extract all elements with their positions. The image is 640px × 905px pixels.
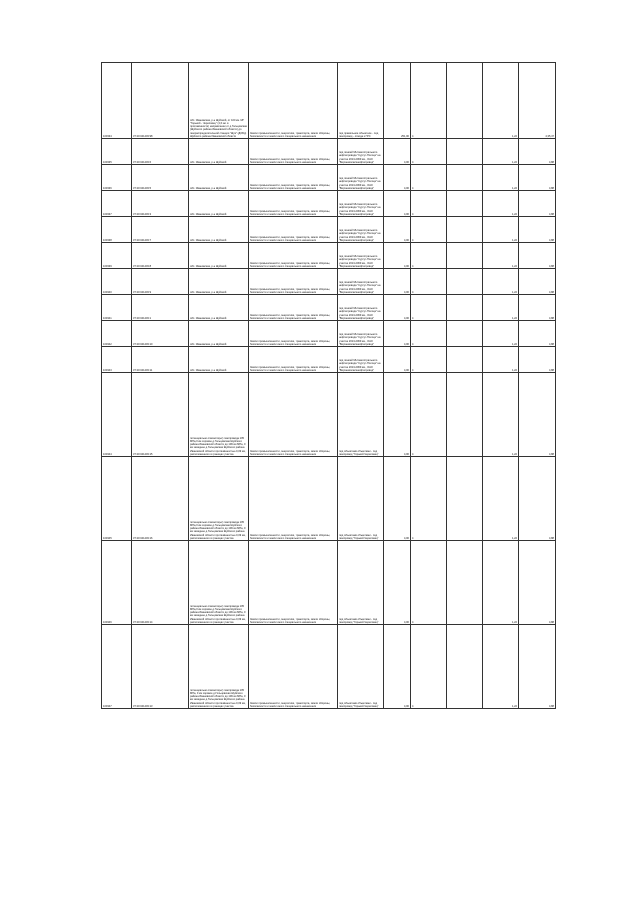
cell-address: обл. Ивановская, р-н Шуйский [189,217,249,243]
table-row [102,295,556,321]
cell-permitted-use: под линией МН магистрального нефтепровода "Сургут-Полоцк" на участке 2013-2069 км., ОАО "Верхневолжскнефтепровод" [338,217,384,243]
cell-area: 4,00 [384,457,411,541]
cell-col8: 1,22 [483,139,519,165]
cell-col9: 4,88 [519,373,556,457]
cell-address: обл. Ивановская, р-н Шуйский [189,295,249,321]
cell-col6: 4 [411,541,447,625]
cell-id: 100347 [102,625,132,709]
cell-cadastral-number: 37:20:041403:8 [132,243,189,269]
cell-col9: 4,88 [519,191,556,217]
cell-permitted-use: под объектами объектами - под газопровод "Горький-Череповец" [338,541,384,625]
cell-col8: 1,22 [483,373,519,457]
table-row [102,139,556,165]
cell-cadastral-number: 37:20:041403:16 [132,457,189,541]
cell-col6: 4 [411,139,447,165]
cell-id: 100338 [102,217,132,243]
cell-col8: 1,22 [483,457,519,541]
cell-address: обл. Ивановская, р-н Шуйский [189,191,249,217]
cell-col8: 1,22 [483,191,519,217]
cell-area: 4,00 [384,625,411,709]
table-row [102,191,556,217]
cell-cadastral-number: 37:20:041403:15 [132,373,189,457]
table-row [102,457,556,541]
cell-id: 100337 [102,191,132,217]
cell-area: 4,00 [384,373,411,457]
cell-col9: 4,88 [519,321,556,347]
cell-permitted-use: под линией МН магистрального нефтепровода "Сургут-Полоцк" на участке 2013-2069 км., ОАО "Верхневолжскнефтепровод" [338,139,384,165]
cell-land-category: Земли промышленности, энергетики, транспорта, земли обороны, безопасности и земли иного специального назначения [249,191,338,217]
cell-col6: 4 [411,373,447,457]
cell-col8: 1,22 [483,269,519,295]
cell-col7 [447,373,483,457]
cell-area: 4,00 [384,165,411,191]
cell-land-category: Земли промышленности, энергетики, транспорта, земли обороны, безопасности и земли иного специального назначения [249,165,338,191]
table-row [102,625,556,709]
cell-col9: 4,88 [519,269,556,295]
cell-col9: 4,88 [519,625,556,709]
cell-col8: 1,22 [483,243,519,269]
cell-id: 100343 [102,347,132,373]
table-row [102,373,556,457]
cell-col8: 1,22 [483,295,519,321]
table-row [102,269,556,295]
cell-id: 100336 [102,165,132,191]
cell-cadastral-number: 37:20:041403:5 [132,165,189,191]
cell-address: обл. Ивановская, р-н Шуйский [189,243,249,269]
cell-col7 [447,457,483,541]
cell-col6: 4 [411,269,447,295]
cell-col6: 4 [411,347,447,373]
cell-col7 [447,269,483,295]
cell-cadastral-number: 37:20:041403:9 [132,269,189,295]
table-row [102,541,556,625]
cell-col8: 1,22 [483,625,519,709]
cell-area: 4,00 [384,243,411,269]
cell-area: 4,00 [384,347,411,373]
cell-permitted-use: под объектами объектами - под газопровод "Горький-Череповец" [338,373,384,457]
cell-land-category: Земли промышленности, энергетики, транспорта, земли обороны, безопасности и земли иного специального назначения [249,243,338,269]
cell-permitted-use: под линией МН магистрального нефтепровода "Сургут-Полоцк" на участке 2013-2069 км., ОАО "Верхневолжскнефтепровод" [338,191,384,217]
cell-id: 100335 [102,139,132,165]
cell-area: 4,00 [384,269,411,295]
cell-permitted-use: под линией МН магистрального нефтепровода "Сургут-Полоцк" на участке 2013-2069 км., ОАО "Верхневолжскнефтепровод" [338,321,384,347]
cell-col7 [447,165,483,191]
cell-cadastral-number: 37:20:041403:10 [132,321,189,347]
cell-col6: 4 [411,457,447,541]
cell-area: 251,00 [384,63,411,139]
cell-cadastral-number: 37:20:041403:7 [132,217,189,243]
land-plots-table [101,62,556,709]
cell-land-category: Земли промышленности, энергетики, транспорта, земли обороны, безопасности и земли иного специального назначения [249,269,338,295]
cell-land-category: Земли промышленности, энергетики, транспорта, земли обороны, безопасности и земли иного специального назначения [249,625,338,709]
cell-area: 4,00 [384,191,411,217]
cell-id: 100340 [102,269,132,295]
cell-land-category: Земли промышленности, энергетики, транспорта, земли обороны, безопасности и земли иного специального назначения [249,217,338,243]
cell-permitted-use: под линией МН магистрального нефтепровода "Сургут-Полоцк" на участке 2013-2069 км., ОАО "Верхневолжскнефтепровод" [338,347,384,373]
cell-col6: 4 [411,63,447,139]
cell-col9: 4,88 [519,295,556,321]
cell-address: обл. Ивановская, р-н Шуйский [189,269,249,295]
cell-col7 [447,541,483,625]
cell-area: 4,00 [384,295,411,321]
cell-land-category: Земли промышленности, энергетики, транспорта, земли обороны, безопасности и земли иного специального назначения [249,347,338,373]
cell-col7 [447,625,483,709]
cell-cadastral-number: 37:20:041403:3 [132,191,189,217]
cell-address: потенциально опасного(ых) газопровода 105 МПа,0 км хоровое д.Гольцовская Шуйского района Ивановской области до 109 км МПа, 0 км западнее д.Гольцовская Шуйского района Ивановской области протяжённостью 0,09 км, расположенного в границах участка [189,541,249,625]
cell-land-category: Земли промышленности, энергетики, транспорта, земли обороны, безопасности и земли иного специального назначения [249,139,338,165]
cell-col8: 1,22 [483,541,519,625]
cell-col6: 4 [411,625,447,709]
cell-land-category: Земли промышленности, энергетики, транспорта, земли обороны, безопасности и земли иного специального назначения [249,541,338,625]
cell-col7 [447,321,483,347]
cell-col9: 4,88 [519,541,556,625]
cell-id: 100345 [102,457,132,541]
cell-land-category: Земли промышленности, энергетики, транспорта, земли обороны, безопасности и земли иного специального назначения [249,457,338,541]
table-row [102,243,556,269]
cell-col9: 4,88 [519,347,556,373]
cell-id: 100341 [102,295,132,321]
cell-col6: 4 [411,217,447,243]
cell-col6: 4 [411,191,447,217]
table-row [102,217,556,243]
cell-col8: 1,22 [483,347,519,373]
table-body [102,63,556,709]
cell-col6: 4 [411,295,447,321]
cell-address: потенциально опасного(ых) газопровода 105 МПа, 0 км хоровое д.Гольцовская Шуйского района Ивановской области до 109 км МПа, 0 км западнее д.Гольцовская Шуйского района Ивановской области протяжённостью 0,09 км, расположенного в границах участка [189,625,249,709]
cell-area: 4,00 [384,541,411,625]
table-row [102,165,556,191]
cell-permitted-use: под линией МН магистрального нефтепровода "Сургут-Полоцк" на участке 2013-2069 км., ОАО "Верхневолжскнефтепровод" [338,295,384,321]
cell-col6: 4 [411,165,447,191]
cell-address: потенциально опасного(ых) газопровода 105 МПа,0 км хоровое д.Гольцовская Шуйского района Ивановской области до 109 км МПа, 0 км западнее д.Гольцовская Шуйского района Ивановской области протяжённостью 0,09 км, расположенного в границах участка [189,373,249,457]
cell-address: потенциально опасного(ых) газопровода 105 МПа,0 км хоровое д.Гольцовская Шуйского района Ивановской области до 109 км МПа, 0 км западнее д.Гольцовская Шуйского района Ивановской области протяжённостью 0,09 км, расположенного в границах участка [189,457,249,541]
cell-address: обл. Ивановская, р-н Шуйский [189,139,249,165]
cell-land-category: Земли промышленности, энергетики, транспорта, земли обороны, безопасности и земли иного специального назначения [249,373,338,457]
cell-cadastral-number: 37:20:041403:6 [132,139,189,165]
cell-area: 4,00 [384,321,411,347]
cell-col7 [447,63,483,139]
table-row [102,347,556,373]
cell-col8: 1,22 [483,217,519,243]
cell-address: обл. Ивановская, р-н Шуйский, от 100 км. МГ "Горький - Череповец" (4,6 км. в протяжённости) направлении от д.Гольцовская (Шуйского района Ивановской области) до газораспределительной станции "Шуя" (ДОБр) Шуйского района Ивановской области [189,63,249,139]
cell-id: 100346 [102,541,132,625]
cell-col8: 1,22 [483,165,519,191]
cell-col7 [447,217,483,243]
cell-area: 4,00 [384,217,411,243]
cell-permitted-use: под линией МН магистрального нефтепровода "Сургут-Полоцк" на участке 2013-2069 км., ОАО "Верхневолжскнефтепровод" [338,243,384,269]
cell-cadastral-number: 37:20:041403:11 [132,347,189,373]
cell-id: 100344 [102,373,132,457]
cell-col9: 4,88 [519,457,556,541]
cell-area: 4,00 [384,139,411,165]
cell-id: 100339 [102,243,132,269]
cell-col6: 4 [411,243,447,269]
table-row [102,321,556,347]
cell-col8: 1,22 [483,321,519,347]
cell-permitted-use: под правильное объектное - под газопровод - отвода к ГРС [338,63,384,139]
cell-col8: 1,22 [483,63,519,139]
cell-cadastral-number: 37:20:041403:13 [132,625,189,709]
table-row [102,63,556,139]
cell-address: обл. Ивановская, р-н Шуйский [189,321,249,347]
cell-permitted-use: под объектами объектами - под газопровод "Горький-Череповец" [338,457,384,541]
cell-col7 [447,139,483,165]
cell-id: 100342 [102,321,132,347]
cell-col7 [447,243,483,269]
cell-cadastral-number: 37:20:041403:14 [132,541,189,625]
cell-permitted-use: под линией МН магистрального нефтепровода "Сургут-Полоцк" на участке 2013-2069 км., ОАО "Верхневолжскнефтепровод" [338,165,384,191]
cell-land-category: Земли промышленности, энергетики, транспорта, земли обороны, безопасности и земли иного специального назначения [249,63,338,139]
cell-col9: 4,35,47 [519,63,556,139]
cell-address: обл. Ивановская, р-н Шуйский [189,347,249,373]
cell-col6: 4 [411,321,447,347]
cell-col7 [447,347,483,373]
cell-cadastral-number: 37:20:041403:1 [132,295,189,321]
cell-address: обл. Ивановская, р-н Шуйский [189,165,249,191]
cell-land-category: Земли промышленности, энергетики, транспорта, земли обороны, безопасности и земли иного специального назначения [249,321,338,347]
cell-col7 [447,191,483,217]
cell-col7 [447,295,483,321]
cell-col9: 4,88 [519,139,556,165]
cell-col9: 4,88 [519,165,556,191]
cell-id: 100334 [102,63,132,139]
cell-col9: 4,88 [519,217,556,243]
cell-permitted-use: под объектами объектами - под газопровод "Горький-Череповец" [338,625,384,709]
cell-land-category: Земли промышленности, энергетики, транспорта, земли обороны, безопасности и земли иного специального назначения [249,295,338,321]
cell-col9: 4,88 [519,243,556,269]
cell-cadastral-number: 37:20:041403:98 [132,63,189,139]
cell-permitted-use: под линией МН магистрального нефтепровода "Сургут-Полоцк" на участке 2013-2069 км., ОАО "Верхневолжскнефтепровод" [338,269,384,295]
